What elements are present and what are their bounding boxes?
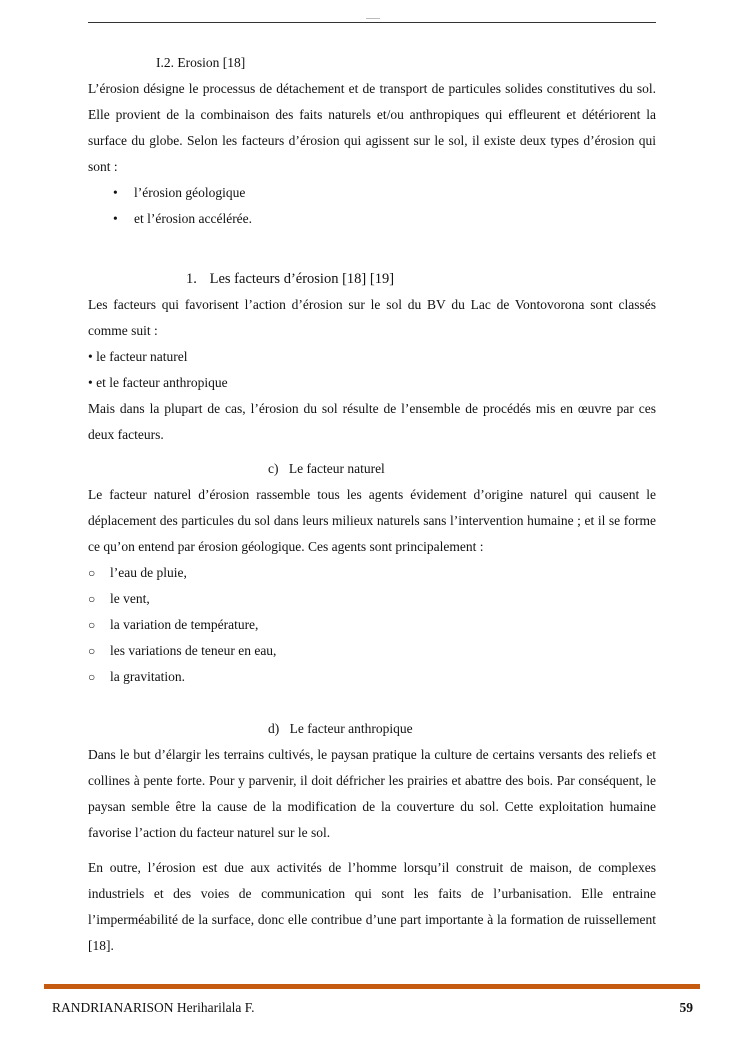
erosion-types-list bbox=[88, 180, 656, 232]
anthropic-letter: d) bbox=[268, 721, 280, 736]
anthropic-heading bbox=[88, 716, 656, 742]
list-item: ○ la variation de température, bbox=[88, 612, 656, 638]
factors-intro: Les facteurs qui favorisent l’action d’érosion sur le sol du BV du Lac de Vontovorona sont classés comme suit : bbox=[88, 297, 656, 338]
natural-letter: c) bbox=[268, 461, 279, 476]
erosion-intro: L’érosion désigne le processus de détachement et de transport de particules solides constitutives du sol. Elle provient de la combinaison des faits naturels et/ou anthropiques qui effleurent et détériorent la surface du globe. Selon les facteurs d’érosion qui agissent sur le sol, il existe deux types d’érosion qui sont : bbox=[88, 81, 656, 174]
list-item: ○ les variations de teneur en eau, bbox=[88, 638, 656, 664]
natural-text: Le facteur naturel d’érosion rassemble tous les agents évidement d’origine naturel qui causent le déplacement des particules du sol dans leurs milieux naturels sans l’intervention humaine ; et il se forme ce qu’on entend par érosion géologique. Ces agents sont principalement : bbox=[88, 487, 656, 554]
page-number: 59 bbox=[679, 1000, 693, 1015]
natural-heading bbox=[88, 456, 656, 482]
list-item: ○ la gravitation. bbox=[88, 664, 656, 690]
footer-author: RANDRIANARISON Heriharilala F. bbox=[52, 1000, 255, 1015]
factors-number: 1. bbox=[186, 271, 197, 287]
anthropic-paragraph-1: Dans le but d’élargir les terrains cultivés, le paysan pratique la culture de certains versants des reliefs et collines à pente forte. Pour y parvenir, il doit défricher les prairies et abattre des bois. Par conséquent, le paysan semble être la cause de la modification de la couverture du sol. Cette exploitation humaine favorise l’action du facteur naturel sur le sol. bbox=[88, 747, 656, 840]
footer-bar bbox=[44, 984, 700, 989]
natural-title: Le facteur naturel bbox=[288, 461, 385, 476]
anthropic-paragraph-2: En outre, l’érosion est due aux activités de l’homme lorsqu’il construit de maison, de complexes industriels et des voies de communication qui sont les faits de l’urbanisation. Elle entraine l’imperméabilité de la surface, donc elle contribue d’une part importante à la formation de ruissellement [18]. bbox=[88, 860, 656, 953]
circle-bullet-icon: ○ bbox=[88, 618, 96, 632]
circle-bullet-icon: ○ bbox=[88, 566, 96, 580]
circle-bullet-icon: ○ bbox=[88, 670, 96, 684]
factors-heading bbox=[186, 266, 656, 292]
factors-conclusion: Mais dans la plupart de cas, l’érosion du sol résulte de l’ensemble de procédés mis en œuvre par ces deux facteurs. bbox=[88, 401, 656, 442]
page-content bbox=[88, 50, 656, 959]
circle-bullet-icon: ○ bbox=[88, 592, 96, 606]
list-item: ○ le vent, bbox=[88, 586, 656, 612]
circle-bullet-icon: ○ bbox=[88, 644, 96, 658]
list-item: • et l’érosion accélérée. bbox=[88, 206, 656, 232]
factor-item-natural: • le facteur naturel bbox=[88, 349, 188, 364]
section-heading: I.2. Erosion [18] bbox=[156, 55, 246, 70]
header-rule bbox=[88, 22, 656, 23]
header-rule-mark bbox=[366, 18, 380, 19]
anthropic-title: Le facteur anthropique bbox=[289, 721, 413, 736]
natural-agents-list bbox=[88, 560, 656, 690]
bullet-icon: • bbox=[113, 211, 118, 226]
factors-title: Les facteurs d’érosion [18] [19] bbox=[209, 271, 395, 287]
list-item: ○ l’eau de pluie, bbox=[88, 560, 656, 586]
bullet-icon: • bbox=[113, 185, 118, 200]
list-item: • l’érosion géologique bbox=[88, 180, 656, 206]
factor-item-anthropic: • et le facteur anthropique bbox=[88, 375, 228, 390]
